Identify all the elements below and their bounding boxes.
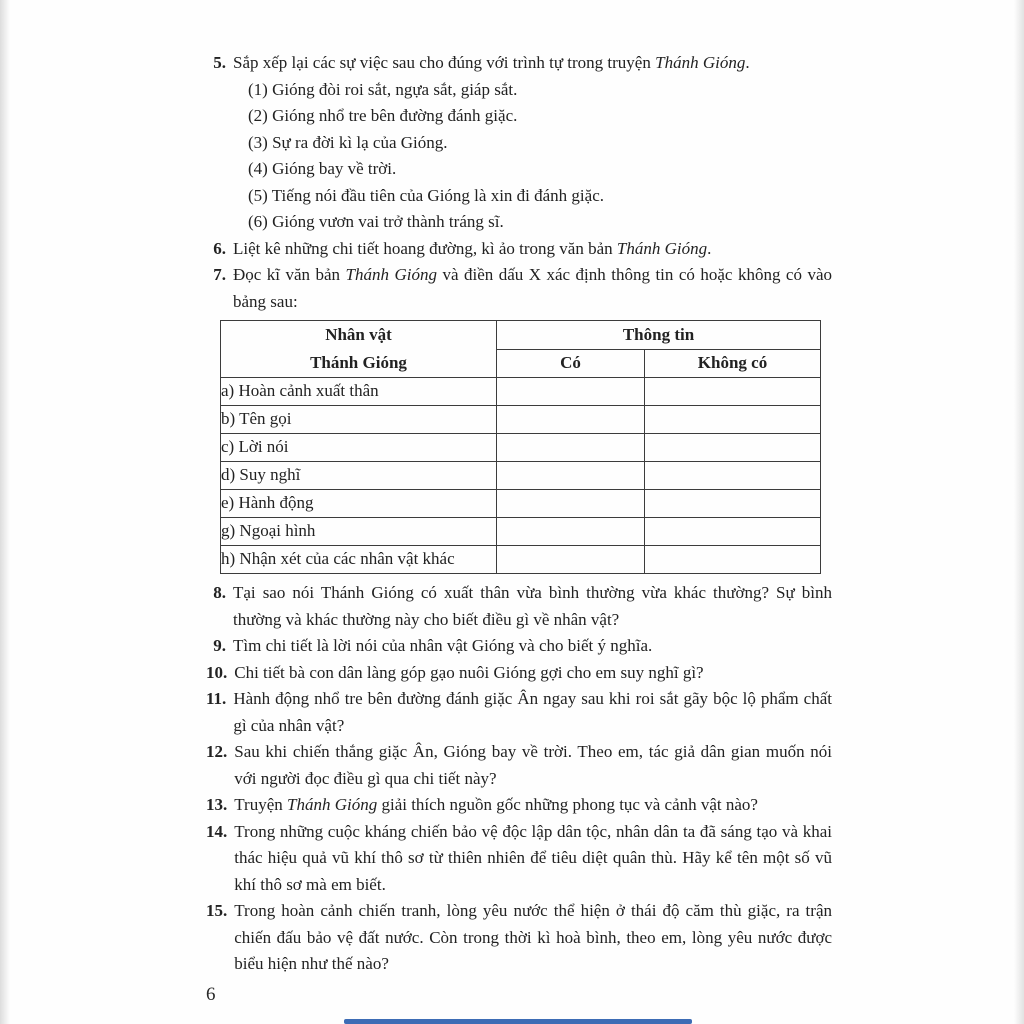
question-11-number: 11.	[206, 689, 227, 708]
question-7-text-post: và điền dấu X xác định thông tin có hoặc không có vào bảng sau:	[233, 265, 832, 311]
worksheet-content	[206, 50, 832, 978]
question-12-text: Sau khi chiến thắng giặc Ân, Gióng bay về trời. Theo em, tác giả dân gian muốn nói với người đọc điều gì qua chi tiết này?	[234, 742, 832, 788]
list-item: (1) Gióng đòi roi sắt, ngựa sắt, giáp sắt.	[248, 79, 518, 99]
answer-cell-no	[645, 462, 821, 490]
book-cover-edge	[344, 1019, 692, 1024]
question-7-number: 7.	[213, 265, 226, 284]
answer-cell-no	[645, 490, 821, 518]
question-13-text	[234, 792, 832, 819]
list-item: (4) Gióng bay về trời.	[248, 159, 397, 178]
table-row-label: c) Lời nói	[221, 434, 497, 462]
question-5-options	[206, 77, 832, 236]
page-number: 6	[206, 984, 216, 1005]
question-8-number: 8.	[213, 583, 226, 602]
question-9-text: Tìm chi tiết là lời nói của nhân vật Gióng và cho biết ý nghĩa.	[233, 636, 653, 655]
question-5	[206, 50, 832, 77]
question-15	[206, 898, 832, 978]
table-header-row-1	[221, 321, 821, 350]
table-header-character-line1: Nhân vật	[325, 325, 392, 344]
table-row-label: a) Hoàn cảnh xuất thân	[221, 378, 497, 406]
page-edge-shadow-right	[1014, 0, 1024, 1024]
table-row	[221, 406, 821, 434]
page-edge-shadow-left	[0, 0, 10, 1024]
question-6	[206, 236, 832, 263]
question-14-number: 14.	[206, 821, 228, 841]
question-6-number: 6.	[213, 238, 226, 258]
question-11-text: Hành động nhổ tre bên đường đánh giặc Ân ngay sau khi roi sắt gãy bộc lộ phẩm chất gì của nhân vật?	[233, 689, 832, 735]
question-10-number: 10.	[206, 662, 228, 682]
table-row	[221, 378, 821, 406]
question-12-number: 12.	[206, 742, 228, 761]
question-14-text: Trong những cuộc kháng chiến bảo vệ độc lập dân tộc, nhân dân ta đã sáng tạo và khai thác hiệu quả vũ khí thô sơ từ thiên nhiên để tiêu diệt quân thù. Hãy kể tên một số vũ khí thô sơ mà em biết.	[234, 821, 832, 894]
answer-cell-no	[645, 406, 821, 434]
question-9-number: 9.	[213, 636, 226, 655]
question-13-number: 13.	[206, 795, 228, 814]
list-item: (2) Gióng nhổ tre bên đường đánh giặc.	[248, 106, 518, 125]
table-header-character	[221, 321, 497, 378]
table-header-character-line2: Thánh Gióng	[310, 353, 407, 372]
table-row-label: e) Hành động	[221, 490, 497, 518]
question-13-text-pre: Truyện	[234, 795, 287, 814]
table-row-label: d) Suy nghĩ	[221, 462, 497, 490]
list-item: (5) Tiếng nói đầu tiên của Gióng là xin đi đánh giặc.	[248, 185, 604, 205]
list-item: (3) Sự ra đời kì lạ của Gióng.	[248, 132, 448, 152]
table-header-info: Thông tin	[497, 321, 821, 350]
question-6-text-pre: Liệt kê những chi tiết hoang đường, kì ảo trong văn bản	[233, 238, 617, 258]
question-10	[206, 660, 832, 687]
answer-cell-yes	[497, 378, 645, 406]
answer-cell-no	[645, 434, 821, 462]
answer-cell-no	[645, 378, 821, 406]
table-header-yes: Có	[497, 349, 645, 378]
table-row	[221, 490, 821, 518]
question-6-text	[233, 236, 832, 263]
question-13	[206, 792, 832, 819]
question-6-text-post: .	[707, 238, 712, 258]
answer-cell-no	[645, 518, 821, 546]
answer-cell-yes	[497, 490, 645, 518]
question-5-text-post: .	[745, 53, 750, 72]
question-7	[206, 262, 832, 315]
story-title-italic: Thánh Gióng	[287, 795, 378, 814]
question-15-text: Trong hoàn cảnh chiến tranh, lòng yêu nước thể hiện ở thái độ căm thù giặc, ra trận chiến đấu bảo vệ đất nước. Còn trong thời kì hoà bình, theo em, lòng yêu nước được biểu hiện như thế nào?	[234, 901, 832, 973]
question-5-text	[233, 50, 832, 77]
table-row-label: h) Nhận xét của các nhân vật khác	[221, 546, 497, 574]
question-7-text	[233, 262, 832, 315]
table-row-label: g) Ngoại hình	[221, 518, 497, 546]
table-header-no: Không có	[645, 349, 821, 378]
question-8	[206, 580, 832, 633]
question-15-number: 15.	[206, 901, 228, 920]
table-row	[221, 462, 821, 490]
answer-cell-yes	[497, 406, 645, 434]
table-row	[221, 434, 821, 462]
question-14	[206, 819, 832, 899]
answer-cell-yes	[497, 462, 645, 490]
list-item: (6) Gióng vươn vai trở thành tráng sĩ.	[248, 212, 504, 231]
story-title-italic: Thánh Gióng	[616, 238, 708, 258]
answer-cell-yes	[497, 518, 645, 546]
table-row	[221, 518, 821, 546]
answer-cell-yes	[497, 546, 645, 574]
table-row	[221, 546, 821, 574]
question-12	[206, 739, 832, 792]
character-info-table	[220, 320, 821, 574]
question-9	[206, 633, 832, 660]
question-8-text: Tại sao nói Thánh Gióng có xuất thân vừa bình thường vừa khác thường? Sự bình thường và khác thường này cho biết điều gì về nhân vật?	[233, 583, 832, 629]
question-10-text: Chi tiết bà con dân làng góp gạo nuôi Gióng gợi cho em suy nghĩ gì?	[234, 662, 704, 682]
question-7-text-pre: Đọc kĩ văn bản	[233, 265, 346, 284]
question-5-number: 5.	[213, 53, 226, 72]
question-5-text-pre: Sắp xếp lại các sự việc sau cho đúng với trình tự trong truyện	[233, 53, 656, 72]
answer-cell-no	[645, 546, 821, 574]
question-11	[206, 686, 832, 739]
answer-cell-yes	[497, 434, 645, 462]
story-title-italic: Thánh Gióng	[655, 53, 746, 72]
table-row-label: b) Tên gọi	[221, 406, 497, 434]
story-title-italic: Thánh Gióng	[345, 265, 437, 284]
question-13-text-post: giải thích nguồn gốc những phong tục và cảnh vật nào?	[377, 795, 758, 814]
